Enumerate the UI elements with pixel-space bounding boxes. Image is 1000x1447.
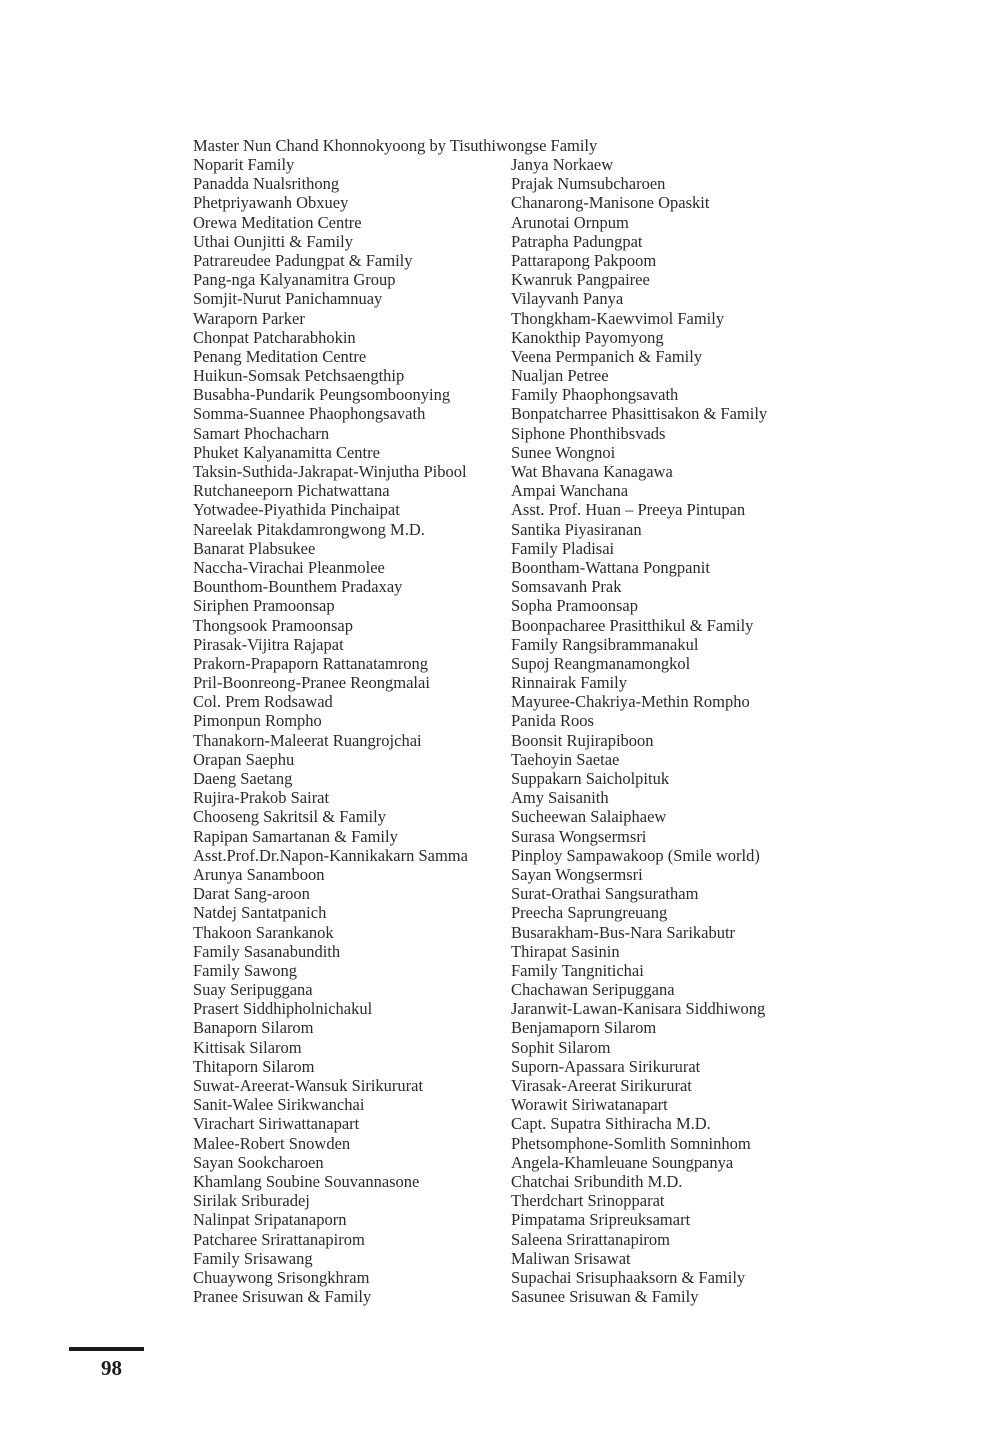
name-entry: Wat Bhavana Kanagawa bbox=[511, 462, 673, 481]
name-entry: Khamlang Soubine Souvannasone bbox=[193, 1171, 420, 1191]
name-entry: Virachart Siriwattanapart bbox=[193, 1114, 360, 1134]
name-entry: Maliwan Srisawat bbox=[511, 1248, 631, 1268]
name-entry: Prakorn-Prapaporn Rattanatamrong bbox=[193, 653, 429, 673]
name-entry: Kwanruk Pangpairee bbox=[511, 270, 650, 290]
name-entry: Nualjan Petree bbox=[511, 366, 609, 386]
name-entry: Family Rangsibrammanakul bbox=[511, 634, 699, 654]
name-entry: Asst. Prof. Huan – Preeya Pintupan bbox=[511, 500, 746, 520]
name-entry: Suporn-Apassara Sirikururat bbox=[511, 1056, 701, 1076]
name-entry: Phetsomphone-Somlith Somninhom bbox=[511, 1133, 751, 1153]
name-entry: Therdchart Srinopparat bbox=[511, 1191, 665, 1211]
name-entry: Saleena Srirattanapirom bbox=[511, 1229, 670, 1249]
name-entry: Sopha Pramoonsap bbox=[511, 596, 638, 616]
header-line: Master Nun Chand Khonnokyoong by Tisuthiwongse Family bbox=[193, 136, 598, 155]
name-entry: Panida Roos bbox=[511, 711, 594, 731]
name-entry: Sirilak Sriburadej bbox=[193, 1191, 310, 1211]
name-entry: Phetpriyawanh Obxuey bbox=[193, 193, 349, 213]
name-entry: Santika Piyasiranan bbox=[511, 519, 642, 539]
name-entry: Orewa Meditation Centre bbox=[193, 212, 362, 232]
name-entry: Rujira-Prakob Sairat bbox=[193, 788, 330, 808]
name-entry: Pinploy Sampawakoop (Smile world) bbox=[511, 845, 760, 865]
name-entry: Thitaporn Silarom bbox=[193, 1056, 315, 1076]
name-entry: Capt. Supatra Sithiracha M.D. bbox=[511, 1114, 711, 1134]
name-entry: Chatchai Sribundith M.D. bbox=[511, 1171, 683, 1191]
name-entry: Siphone Phonthibsvads bbox=[511, 423, 666, 443]
name-entry: Suay Seripuggana bbox=[193, 980, 313, 1000]
name-entry: Virasak-Areerat Sirikururat bbox=[511, 1076, 692, 1095]
name-entry: Chanarong-Manisone Opaskit bbox=[511, 193, 710, 213]
name-entry: Thakoon Sarankanok bbox=[193, 922, 334, 942]
name-entry: Patrapha Padungpat bbox=[511, 231, 643, 251]
name-entry: Pang-nga Kalyanamitra Group bbox=[193, 270, 396, 290]
name-entry: Angela-Khamleuane Soungpanya bbox=[511, 1152, 734, 1172]
page-number: 98 bbox=[101, 1356, 122, 1380]
name-entry: Taehoyin Saetae bbox=[511, 749, 620, 769]
name-entry: Yotwadee-Piyathida Pinchaipat bbox=[193, 500, 400, 520]
name-entry: Family Srisawang bbox=[193, 1248, 313, 1268]
name-entry: Bonpatcharree Phasittisakon & Family bbox=[511, 404, 768, 424]
name-entry: Huikun-Somsak Petchsaengthip bbox=[193, 366, 405, 386]
name-entry: Busabha-Pundarik Peungsomboonying bbox=[193, 385, 451, 405]
name-entry: Sasunee Srisuwan & Family bbox=[511, 1287, 699, 1307]
name-entry: Pirasak-Vijitra Rajapat bbox=[193, 634, 344, 654]
name-entry: Pranee Srisuwan & Family bbox=[193, 1287, 372, 1307]
name-entry: Sophit Silarom bbox=[511, 1037, 611, 1057]
name-entry: Orapan Saephu bbox=[193, 749, 295, 769]
name-entry: Thanakorn-Maleerat Ruangrojchai bbox=[193, 730, 422, 750]
name-entry: Family Pladisai bbox=[511, 538, 615, 558]
name-entry: Family Sawong bbox=[193, 960, 298, 980]
name-entry: Asst.Prof.Dr.Napon-Kannikakarn Samma bbox=[193, 845, 468, 865]
name-entry: Penang Meditation Centre bbox=[193, 346, 367, 366]
name-entry: Darat Sang-aroon bbox=[193, 884, 310, 904]
left-name-list bbox=[193, 155, 468, 1306]
name-entry: Rapipan Samartanan & Family bbox=[193, 826, 398, 846]
name-entry: Family Phaophongsavath bbox=[511, 385, 679, 405]
name-entry: Panadda Nualsrithong bbox=[193, 174, 340, 194]
name-entry: Naccha-Virachai Pleanmolee bbox=[193, 557, 385, 577]
name-entry: Nareelak Pitakdamrongwong M.D. bbox=[193, 519, 425, 539]
name-entry: Kanokthip Payomyong bbox=[511, 327, 664, 347]
name-entry: Mayuree-Chakriya-Methin Rompho bbox=[511, 692, 750, 712]
name-entry: Phuket Kalyanamitta Centre bbox=[193, 442, 380, 462]
name-entry: Worawit Siriwatanapart bbox=[511, 1095, 668, 1115]
name-entry: Suppakarn Saicholpituk bbox=[511, 769, 670, 788]
name-entry: Patrareudee Padungpat & Family bbox=[193, 250, 413, 270]
name-entry: Surasa Wongsermsri bbox=[511, 826, 647, 846]
name-entry: Sunee Wongnoi bbox=[511, 442, 616, 462]
name-entry: Kittisak Silarom bbox=[193, 1037, 302, 1057]
name-entry: Benjamaporn Silarom bbox=[511, 1018, 657, 1038]
name-entry: Veena Permpanich & Family bbox=[511, 346, 703, 366]
name-entry: Noparit Family bbox=[193, 155, 295, 174]
name-entry: Pimonpun Rompho bbox=[193, 711, 322, 731]
name-entry: Supachai Srisuphaaksorn & Family bbox=[511, 1267, 746, 1287]
name-entry: Boonpacharee Prasitthikul & Family bbox=[511, 615, 754, 635]
name-entry: Family Sasanabundith bbox=[193, 941, 341, 961]
name-entry: Rinnairak Family bbox=[511, 673, 627, 693]
name-entry: Malee-Robert Snowden bbox=[193, 1133, 351, 1153]
name-entry: Boontham-Wattana Pongpanit bbox=[511, 557, 710, 577]
name-entry: Amy Saisanith bbox=[511, 788, 609, 808]
name-entry: Banarat Plabsukee bbox=[193, 538, 316, 558]
name-entry: Col. Prem Rodsawad bbox=[193, 692, 333, 712]
name-entry: Busarakham-Bus-Nara Sarikabutr bbox=[511, 922, 736, 942]
name-entry: Janya Norkaew bbox=[511, 155, 614, 174]
name-entry: Somsavanh Prak bbox=[511, 577, 622, 597]
name-entry: Pril-Boonreong-Pranee Reongmalai bbox=[193, 673, 430, 693]
name-entry: Chooseng Sakritsil & Family bbox=[193, 807, 386, 827]
name-entry: Jaranwit-Lawan-Kanisara Siddhiwong bbox=[511, 999, 766, 1019]
name-entry: Thongsook Pramoonsap bbox=[193, 615, 353, 635]
name-entry: Thongkham-Kaewvimol Family bbox=[511, 308, 725, 328]
name-entry: Waraporn Parker bbox=[193, 308, 305, 328]
name-entry: Uthai Ounjitti & Family bbox=[193, 231, 353, 251]
name-entry: Arunotai Ornpum bbox=[511, 212, 629, 232]
name-entry: Preecha Saprungreuang bbox=[511, 903, 668, 923]
name-entry: Arunya Sanamboon bbox=[193, 864, 325, 884]
name-entry: Somma-Suannee Phaophongsavath bbox=[193, 404, 426, 424]
name-entry: Siriphen Pramoonsap bbox=[193, 596, 335, 616]
name-entry: Daeng Saetang bbox=[193, 769, 293, 788]
name-entry: Ampai Wanchana bbox=[511, 481, 629, 501]
right-name-list bbox=[511, 155, 767, 1306]
name-entry: Taksin-Suthida-Jakrapat-Winjutha Pibool bbox=[193, 462, 467, 481]
name-entry: Surat-Orathai Sangsuratham bbox=[511, 884, 699, 904]
name-entry: Pattarapong Pakpoom bbox=[511, 250, 657, 270]
name-entry: Suwat-Areerat-Wansuk Sirikururat bbox=[193, 1076, 424, 1095]
name-entry: Natdej Santatpanich bbox=[193, 903, 327, 923]
name-entry: Prajak Numsubcharoen bbox=[511, 174, 666, 194]
name-entry: Sucheewan Salaiphaew bbox=[511, 807, 667, 827]
name-entry: Family Tangnitichai bbox=[511, 960, 644, 980]
name-entry: Banaporn Silarom bbox=[193, 1018, 314, 1038]
name-entry: Nalinpat Sripatanaporn bbox=[193, 1210, 347, 1230]
name-entry: Sayan Sookcharoen bbox=[193, 1152, 324, 1172]
page-number-rule bbox=[69, 1347, 144, 1351]
name-entry: Chuaywong Srisongkhram bbox=[193, 1267, 370, 1287]
name-entry: Somjit-Nurut Panichamnuay bbox=[193, 289, 383, 309]
name-entry: Chachawan Seripuggana bbox=[511, 980, 675, 1000]
name-entry: Rutchaneeporn Pichatwattana bbox=[193, 481, 390, 501]
name-entry: Patcharee Srirattanapirom bbox=[193, 1229, 365, 1249]
name-entry: Thirapat Sasinin bbox=[511, 941, 620, 961]
name-entry: Sanit-Walee Sirikwanchai bbox=[193, 1095, 365, 1115]
name-entry: Chonpat Patcharabhokin bbox=[193, 327, 356, 347]
name-entry: Vilayvanh Panya bbox=[511, 289, 624, 309]
name-entry: Pimpatama Sripreuksamart bbox=[511, 1210, 691, 1230]
name-entry: Boonsit Rujirapiboon bbox=[511, 730, 654, 750]
name-entry: Prasert Siddhipholnichakul bbox=[193, 999, 373, 1019]
name-entry: Samart Phochacharn bbox=[193, 423, 330, 443]
name-entry: Bounthom-Bounthem Pradaxay bbox=[193, 577, 403, 597]
name-entry: Sayan Wongsermsri bbox=[511, 864, 643, 884]
name-entry: Supoj Reangmanamongkol bbox=[511, 653, 691, 673]
